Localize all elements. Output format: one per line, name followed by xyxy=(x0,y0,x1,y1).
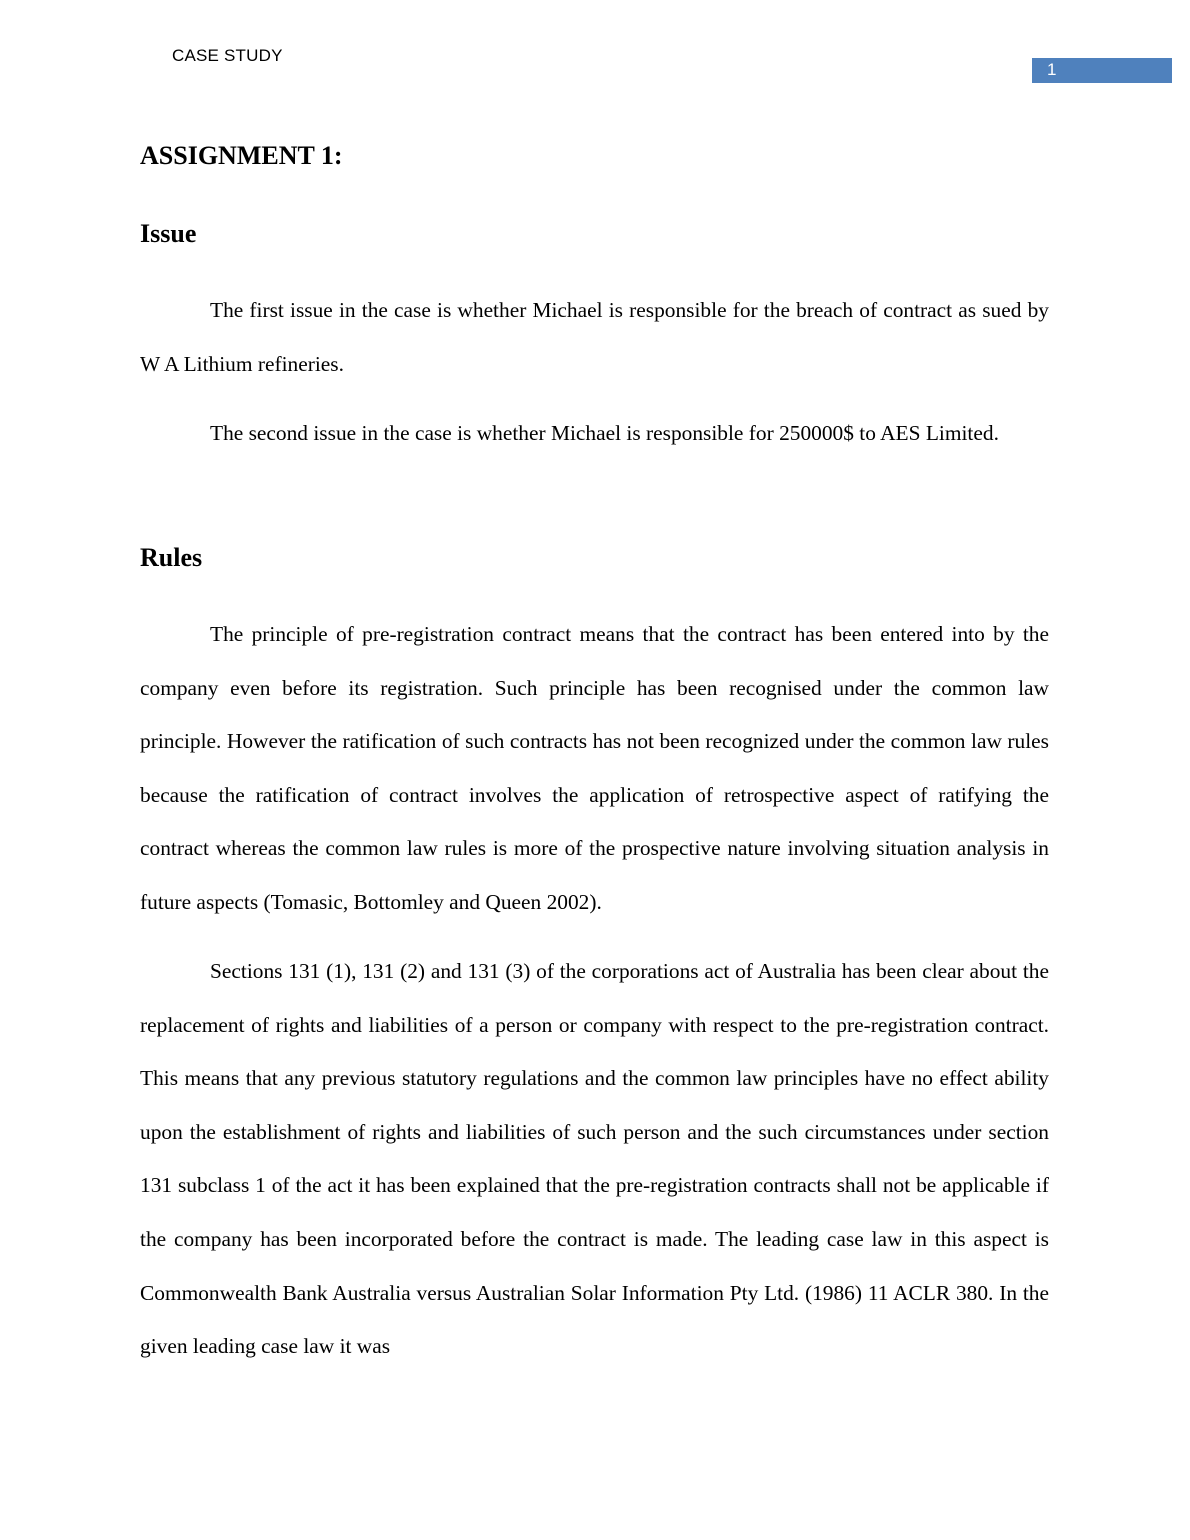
rules-paragraph-1: The principle of pre-registration contract means that the contract has been entered into by the company even before its registration. Such principle has been recognised under the common law principle. However the ratification of such contracts has not been recognized under the common law rules because the ratification of contract involves the application of retrospective aspect of ratifying the contract whereas the common law rules is more of the prospective nature involving situation analysis in future aspects (Tomasic, Bottomley and Queen 2002). xyxy=(140,622,1049,914)
page-number-badge xyxy=(1032,58,1172,83)
issue-paragraph-1: The first issue in the case is whether Michael is responsible for the breach of contract as sued by W A Lithium refineries. xyxy=(140,298,1049,376)
page-number: 1 xyxy=(1047,60,1057,79)
section-heading-rules: Rules xyxy=(140,543,203,572)
rules-paragraph-2: Sections 131 (1), 131 (2) and 131 (3) of the corporations act of Australia has been clear about the replacement of rights and liabilities of a person or company with respect to the pre-registration contract. This means that any previous statutory regulations and the common law principles have no effect ability upon the establishment of rights and liabilities of such person and the such circumstances under section 131 subclass 1 of the act it has been explained that the pre-registration contracts shall not be applicable if the company has been incorporated before the contract is made. The leading case law in this aspect is Commonwealth Bank Australia versus Australian Solar Information Pty Ltd. (1986) 11 ACLR 380. In the given leading case law it was xyxy=(140,959,1049,1359)
running-header: CASE STUDY xyxy=(172,46,283,65)
issue-paragraph-2: The second issue in the case is whether Michael is responsible for 250000$ to AES Limited. xyxy=(210,421,999,445)
section-heading-issue: Issue xyxy=(140,219,197,248)
assignment-heading: ASSIGNMENT 1: xyxy=(140,141,343,170)
